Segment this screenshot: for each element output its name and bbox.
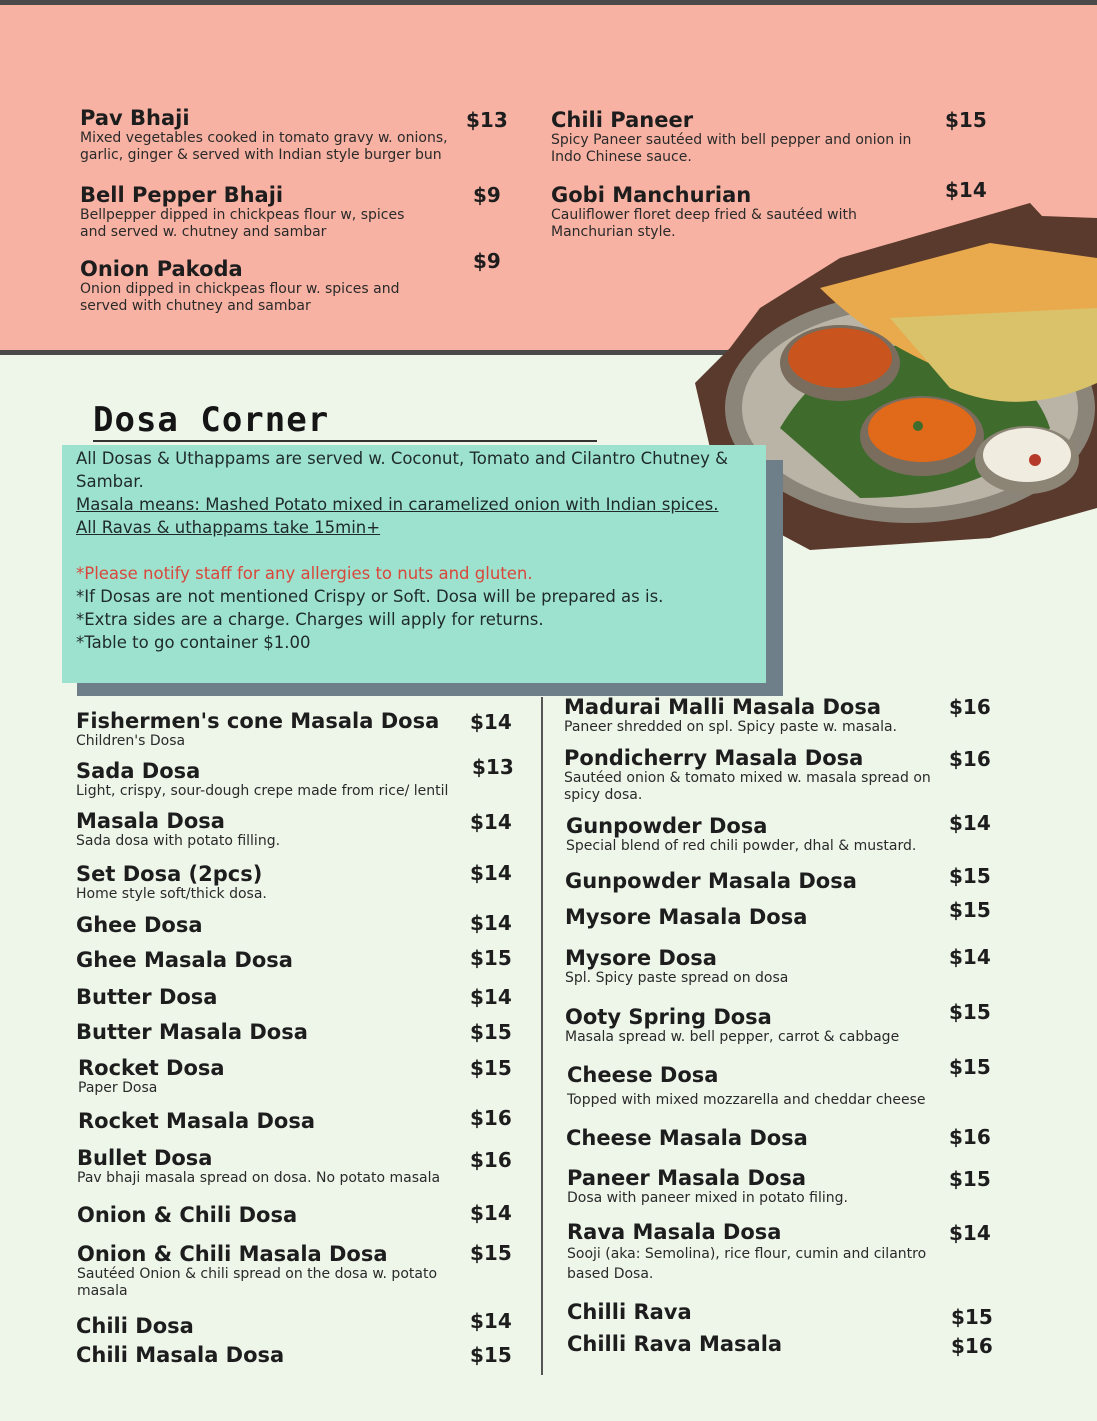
menu-item xyxy=(565,946,945,987)
allergy-notice: *Please notify staff for any allergies to nuts and gluten. xyxy=(76,564,533,583)
item-price: $16 xyxy=(949,747,991,771)
menu-item xyxy=(76,759,496,800)
item-name: Paneer Masala Dosa xyxy=(567,1166,807,1190)
menu-item xyxy=(567,1332,947,1356)
menu-item xyxy=(76,1343,496,1367)
item-name: Chili Dosa xyxy=(76,1314,194,1338)
info-line: *If Dosas are not mentioned Crispy or Soft. Dosa will be prepared as is. xyxy=(76,587,664,606)
menu-item xyxy=(565,905,945,929)
item-price: $15 xyxy=(949,1167,991,1191)
item-price: $15 xyxy=(470,1343,512,1367)
menu-item xyxy=(80,257,450,315)
menu-item xyxy=(566,814,956,855)
item-name: Butter Dosa xyxy=(76,985,218,1009)
item-name: Chilli Rava Masala xyxy=(567,1332,783,1356)
item-name: Bullet Dosa xyxy=(77,1146,213,1170)
item-name: Ooty Spring Dosa xyxy=(565,1005,772,1029)
info-line: *Extra sides are a charge. Charges will apply for returns. xyxy=(76,610,544,629)
section-title: Dosa Corner xyxy=(93,400,330,440)
menu-item xyxy=(567,1220,962,1284)
item-description: Spicy Paneer sautéed with bell pepper and onion in Indo Chinese sauce. xyxy=(551,132,912,165)
item-name: Onion Pakoda xyxy=(80,257,243,281)
menu-item xyxy=(76,1314,496,1338)
item-name: Bell Pepper Bhaji xyxy=(80,183,284,207)
item-price: $13 xyxy=(466,108,508,132)
menu-item xyxy=(80,106,485,164)
item-description: Sautéed Onion & chili spread on the dosa w. potato masala xyxy=(77,1266,438,1299)
item-name: Mysore Dosa xyxy=(565,946,717,970)
item-name: Onion & Chili Masala Dosa xyxy=(77,1242,388,1266)
item-name: Chili Masala Dosa xyxy=(76,1343,285,1367)
menu-item xyxy=(566,1126,946,1150)
item-price: $14 xyxy=(949,945,991,969)
menu-item xyxy=(76,709,496,750)
item-name: Gunpowder Masala Dosa xyxy=(565,869,857,893)
menu-item xyxy=(76,948,496,972)
item-price: $13 xyxy=(472,755,514,779)
menu-item xyxy=(78,1109,498,1133)
item-name: Ghee Dosa xyxy=(76,913,203,937)
menu-item xyxy=(77,1203,497,1227)
item-description: Home style soft/thick dosa. xyxy=(76,886,267,902)
info-line: All Ravas & uthappams take 15min+ xyxy=(76,518,381,537)
item-name: Pondicherry Masala Dosa xyxy=(564,746,864,770)
item-price: $16 xyxy=(951,1334,993,1358)
item-price: $15 xyxy=(470,1056,512,1080)
item-name: Cheese Dosa xyxy=(567,1063,719,1087)
item-price: $14 xyxy=(470,861,512,885)
item-name: Sada Dosa xyxy=(76,759,201,783)
item-name: Cheese Masala Dosa xyxy=(566,1126,808,1150)
title-underline xyxy=(93,440,597,442)
menu-item xyxy=(76,913,496,937)
item-price: $15 xyxy=(949,898,991,922)
menu-item xyxy=(77,1242,477,1300)
item-description: Special blend of red chili powder, dhal & mustard. xyxy=(566,838,917,854)
item-name: Pav Bhaji xyxy=(80,106,190,130)
item-name: Chilli Rava xyxy=(567,1300,692,1324)
menu-item xyxy=(76,985,496,1009)
item-price: $14 xyxy=(470,1309,512,1333)
spacer xyxy=(76,539,766,562)
item-name: Gobi Manchurian xyxy=(551,183,752,207)
item-price: $16 xyxy=(949,1125,991,1149)
item-description: Light, crispy, sour-dough crepe made from rice/ lentil xyxy=(76,783,449,799)
menu-item xyxy=(76,809,496,850)
item-description: Children's Dosa xyxy=(76,733,186,749)
menu-item xyxy=(564,695,964,736)
menu-item xyxy=(567,1063,967,1109)
item-price: $9 xyxy=(473,183,501,207)
info-line: *Table to go container $1.00 xyxy=(76,633,311,652)
item-description: Paneer shredded on spl. Spicy paste w. masala. xyxy=(564,719,897,735)
item-description: Dosa with paneer mixed in potato filing. xyxy=(567,1190,848,1206)
item-name: Fishermen's cone Masala Dosa xyxy=(76,709,440,733)
item-price: $14 xyxy=(470,985,512,1009)
item-description: Sooji (aka: Semolina), rice flour, cumin and cilantro based Dosa. xyxy=(567,1246,927,1282)
item-price: $15 xyxy=(470,1241,512,1265)
item-name: Madurai Malli Masala Dosa xyxy=(564,695,882,719)
item-description: Pav bhaji masala spread on dosa. No potato masala xyxy=(77,1170,441,1186)
item-description: Sautéed onion & tomato mixed w. masala spread on spicy dosa. xyxy=(564,770,931,803)
item-price: $15 xyxy=(951,1305,993,1329)
item-price: $16 xyxy=(470,1148,512,1172)
item-price: $14 xyxy=(949,811,991,835)
item-price: $15 xyxy=(945,108,987,132)
item-name: Set Dosa (2pcs) xyxy=(76,862,263,886)
item-description: Topped with mixed mozzarella and cheddar cheese xyxy=(567,1092,926,1108)
item-description: Mixed vegetables cooked in tomato gravy w. onions, garlic, ginger & served with Indian style burger bun xyxy=(80,130,448,163)
menu-item xyxy=(564,746,949,804)
menu-item xyxy=(567,1300,947,1324)
menu-item xyxy=(78,1056,498,1097)
menu-item xyxy=(80,183,420,241)
item-price: $16 xyxy=(949,695,991,719)
item-description: Paper Dosa xyxy=(78,1080,158,1096)
item-description: Sada dosa with potato filling. xyxy=(76,833,281,849)
menu-item xyxy=(565,1005,945,1046)
info-line: All Dosas & Uthappams are served w. Coconut, Tomato and Cilantro Chutney & Sambar. xyxy=(76,449,728,491)
item-price: $14 xyxy=(470,911,512,935)
menu-item xyxy=(551,108,936,166)
menu-item xyxy=(76,862,496,903)
item-name: Gunpowder Dosa xyxy=(566,814,768,838)
item-price: $15 xyxy=(470,946,512,970)
item-price: $14 xyxy=(945,178,987,202)
item-name: Rocket Masala Dosa xyxy=(78,1109,315,1133)
item-name: Butter Masala Dosa xyxy=(76,1020,308,1044)
item-price: $14 xyxy=(949,1221,991,1245)
item-name: Onion & Chili Dosa xyxy=(77,1203,298,1227)
item-name: Mysore Masala Dosa xyxy=(565,905,808,929)
item-price: $14 xyxy=(470,710,512,734)
item-description: Masala spread w. bell pepper, carrot & cabbage xyxy=(565,1029,900,1045)
item-price: $15 xyxy=(949,864,991,888)
item-name: Ghee Masala Dosa xyxy=(76,948,293,972)
item-name: Rava Masala Dosa xyxy=(567,1220,782,1244)
menu-item xyxy=(567,1166,947,1207)
item-price: $15 xyxy=(470,1020,512,1044)
item-description: Spl. Spicy paste spread on dosa xyxy=(565,970,789,986)
item-name: Rocket Dosa xyxy=(78,1056,225,1080)
item-description: Cauliflower floret deep fried & sautéed with Manchurian style. xyxy=(551,207,857,240)
item-price: $14 xyxy=(470,1201,512,1225)
menu-item xyxy=(76,1020,496,1044)
item-description: Onion dipped in chickpeas flour w. spices and served with chutney and sambar xyxy=(80,281,400,314)
item-price: $15 xyxy=(949,1055,991,1079)
item-price: $14 xyxy=(470,810,512,834)
item-price: $9 xyxy=(473,249,501,273)
item-price: $16 xyxy=(470,1106,512,1130)
item-name: Chili Paneer xyxy=(551,108,694,132)
menu-item xyxy=(565,869,945,893)
item-description: Bellpepper dipped in chickpeas flour w, spices and served w. chutney and sambar xyxy=(80,207,405,240)
item-name: Masala Dosa xyxy=(76,809,225,833)
column-divider xyxy=(541,697,543,1375)
menu-item xyxy=(77,1146,497,1187)
info-line: Masala means: Mashed Potato mixed in caramelized onion with Indian spices. xyxy=(76,495,719,514)
info-box xyxy=(62,445,766,683)
item-price: $15 xyxy=(949,1000,991,1024)
